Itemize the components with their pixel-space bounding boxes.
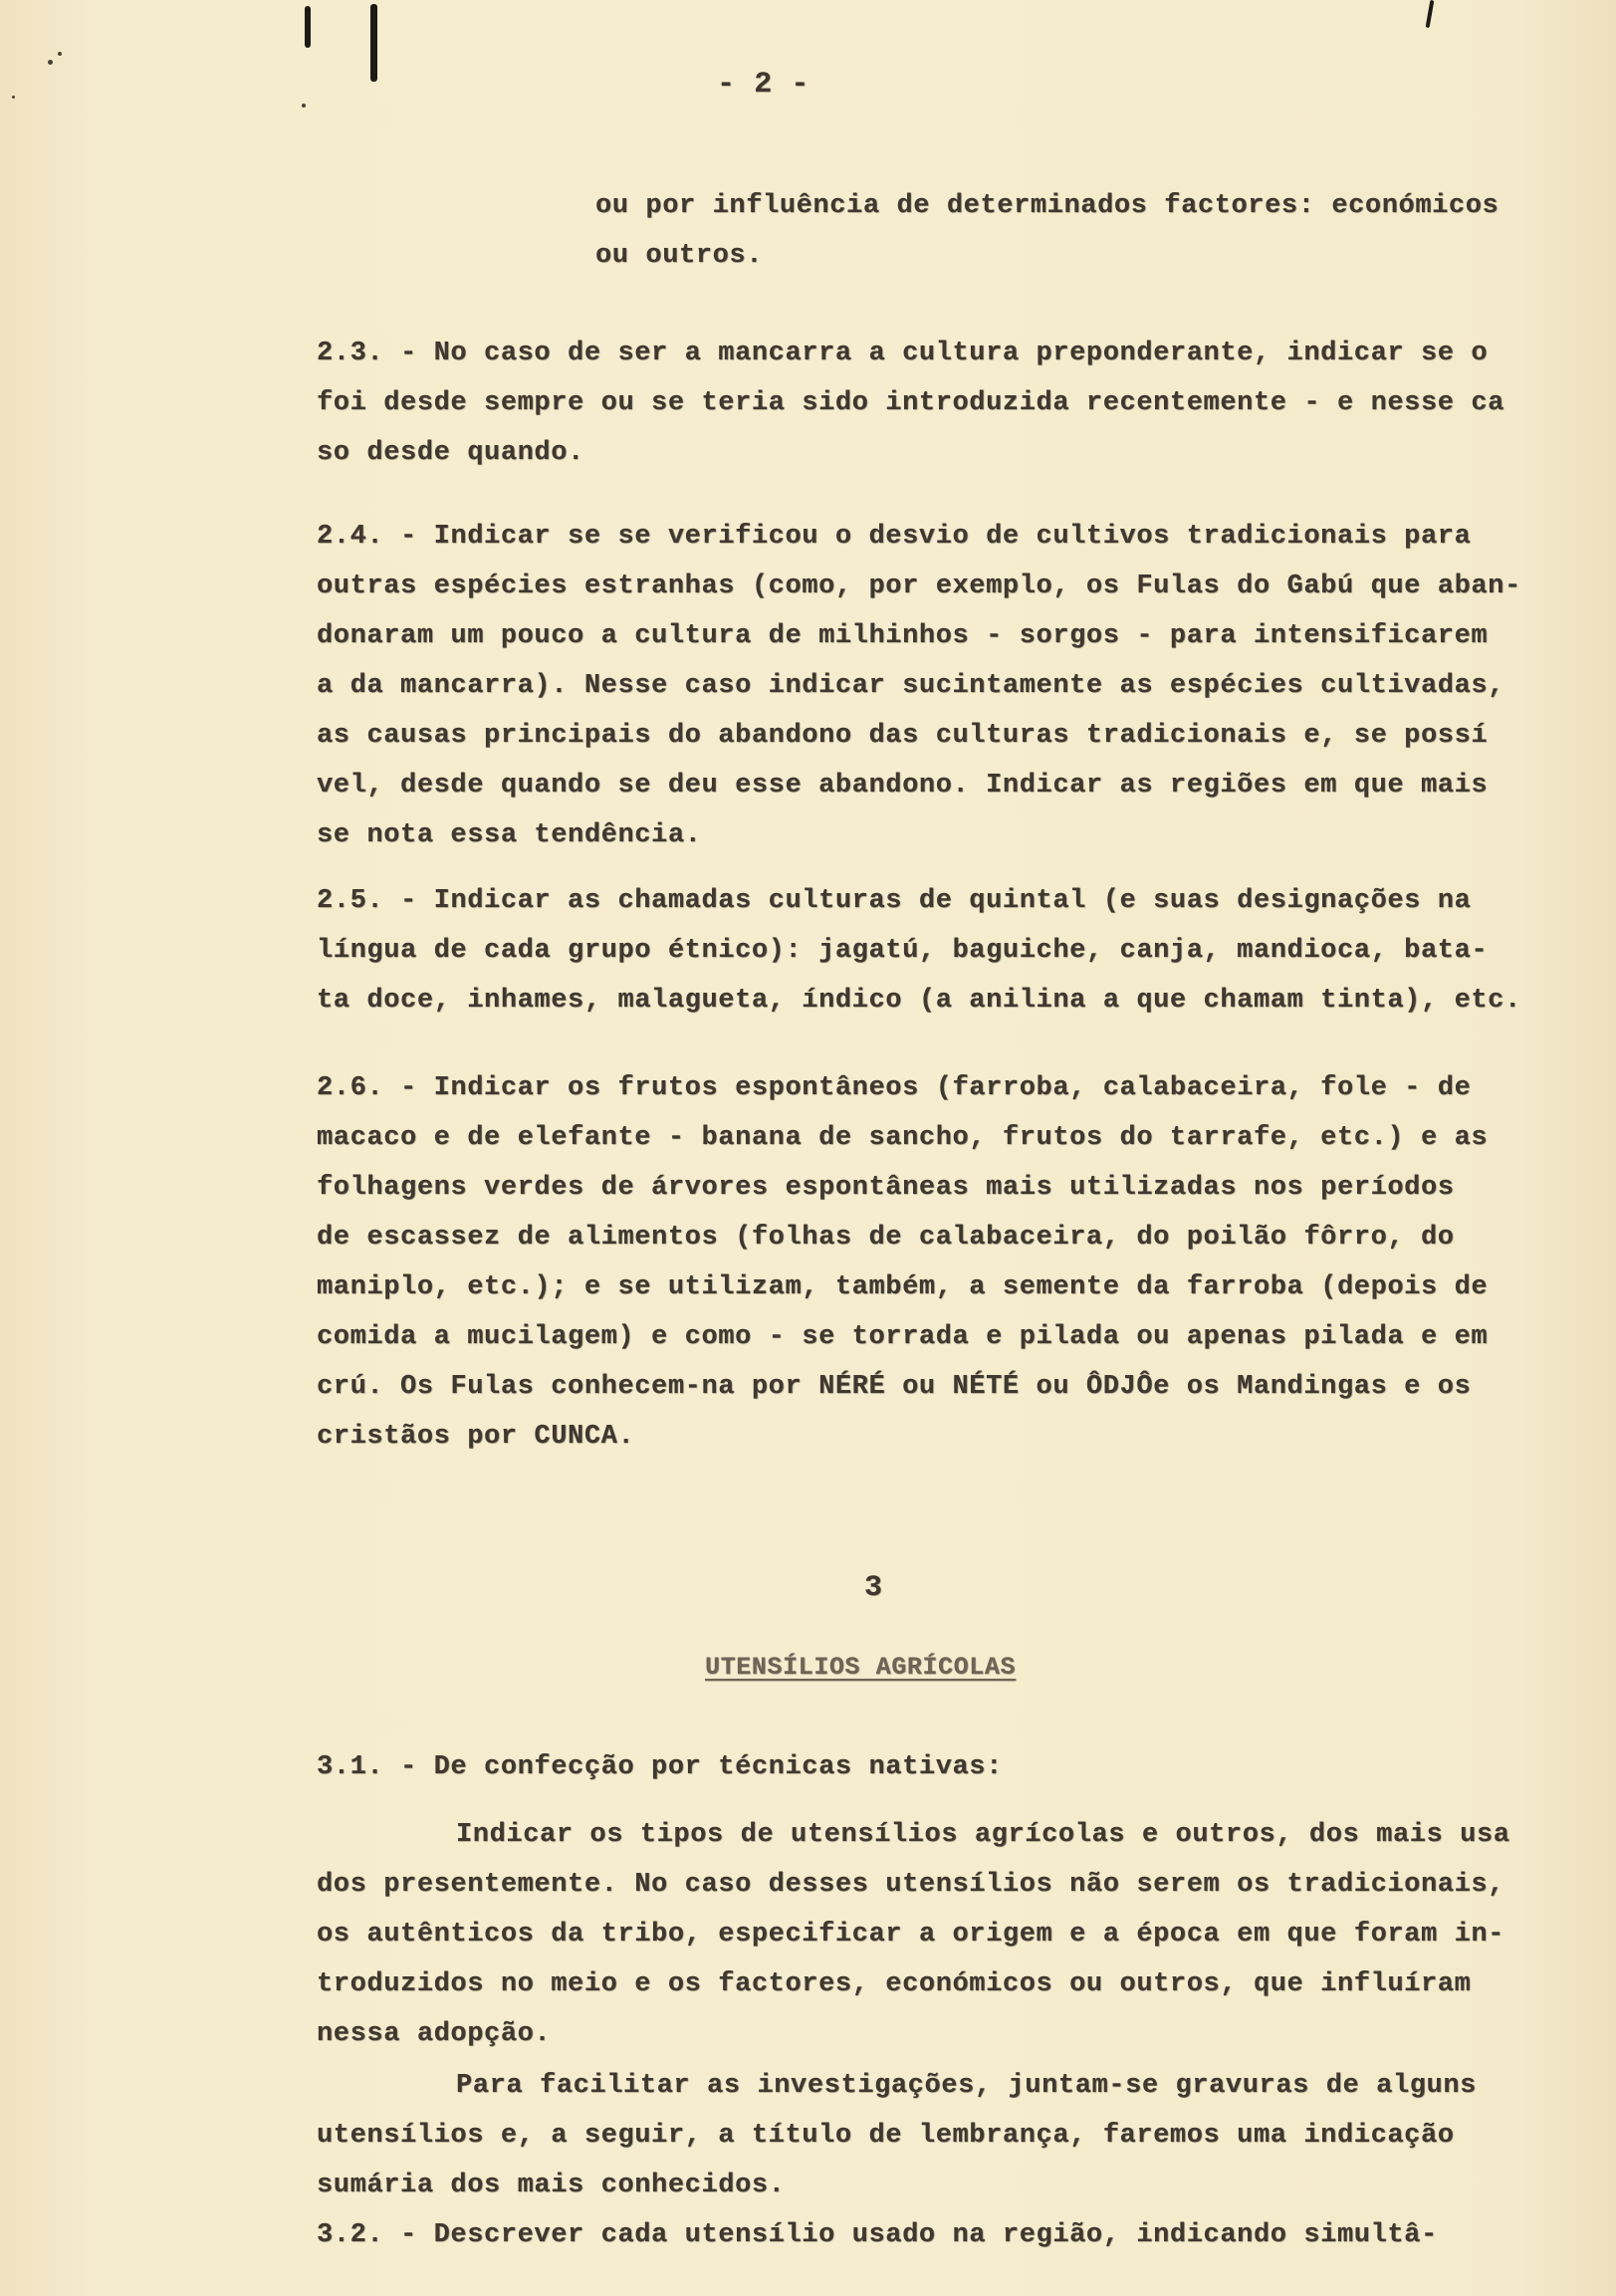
text-line: outras espécies estranhas (como, por exemplo, os Fulas do Gabú que aban- <box>317 572 1521 601</box>
page-number: - 2 - <box>717 68 810 102</box>
text-line: 2.5. - Indicar as chamadas culturas de quintal (e suas designações na <box>317 886 1472 916</box>
text-line: de escassez de alimentos (folhas de calabaceira, do poilão fôrro, do <box>317 1223 1455 1253</box>
text-line: 2.6. - Indicar os frutos espontâneos (farroba, calabaceira, fole - de <box>317 1073 1472 1103</box>
text-line: folhagens verdes de árvores espontâneas mais utilizadas nos períodos <box>317 1173 1455 1203</box>
text-line: a da mancarra). Nesse caso indicar sucintamente as espécies cultivadas, <box>317 671 1504 701</box>
text-line: macaco e de elefante - banana de sancho, frutos do tarrafe, etc.) e as <box>317 1123 1489 1153</box>
ink-speck <box>302 104 306 108</box>
ink-speck <box>58 52 62 56</box>
section-number: 3 <box>864 1571 883 1605</box>
text-line: ou por influência de determinados factores: económicos <box>595 191 1500 221</box>
text-line: dos presentemente. No caso desses utensílios não serem os tradicionais, <box>317 1870 1504 1900</box>
text-line: foi desde sempre ou se teria sido introduzida recentemente - e nesse ca <box>317 388 1504 418</box>
ink-speck <box>48 60 53 65</box>
text-line: Indicar os tipos de utensílios agrícolas e outros, dos mais usa <box>456 1820 1510 1850</box>
text-line: Para facilitar as investigações, juntam-se gravuras de alguns <box>456 2071 1477 2101</box>
text-line: ta doce, inhames, malagueta, índico (a anilina a que chamam tinta), etc. <box>317 986 1521 1016</box>
text-line: língua de cada grupo étnico): jagatú, baguiche, canja, mandioca, bata- <box>317 936 1489 966</box>
text-line: se nota essa tendência. <box>317 820 702 850</box>
text-line: nessa adopção. <box>317 2019 552 2049</box>
ink-stroke-mark <box>305 6 311 48</box>
text-line: donaram um pouco a cultura de milhinhos - sorgos - para intensificarem <box>317 621 1489 651</box>
text-line: crú. Os Fulas conhecem-na por NÉRÉ ou NÉTÉ ou ÔDJÔe os Mandingas e os <box>317 1372 1472 1402</box>
text-line: 3.1. - De confecção por técnicas nativas: <box>317 1752 1003 1782</box>
text-line: as causas principais do abandono das culturas tradicionais e, se possí <box>317 721 1489 751</box>
text-line: utensílios e, a seguir, a título de lembrança, faremos uma indicação <box>317 2121 1455 2151</box>
ink-speck <box>12 96 15 99</box>
text-line: sumária dos mais conhecidos. <box>317 2171 786 2200</box>
text-line: troduzidos no meio e os factores, económicos ou outros, que influíram <box>317 1969 1472 1999</box>
text-line: maniplo, etc.); e se utilizam, também, a semente da farroba (depois de <box>317 1272 1489 1302</box>
text-line: 3.2. - Descrever cada utensílio usado na região, indicando simultâ- <box>317 2220 1438 2250</box>
text-line: comida a mucilagem) e como - se torrada e pilada ou apenas pilada e em <box>317 1322 1489 1352</box>
text-line: vel, desde quando se deu esse abandono. Indicar as regiões em que mais <box>317 771 1489 801</box>
text-line: so desde quando. <box>317 438 584 468</box>
text-line: os autênticos da tribo, especificar a origem e a época em que foram in- <box>317 1920 1504 1950</box>
ink-stroke-mark <box>370 4 377 82</box>
section-title: UTENSÍLIOS AGRÍCOLAS <box>705 1653 1017 1682</box>
text-line: cristãos por CUNCA. <box>317 1422 635 1452</box>
text-line: ou outros. <box>595 241 764 271</box>
text-line: 2.3. - No caso de ser a mancarra a cultura preponderante, indicar se o <box>317 339 1489 368</box>
text-line: 2.4. - Indicar se se verificou o desvio de cultivos tradicionais para <box>317 522 1472 552</box>
